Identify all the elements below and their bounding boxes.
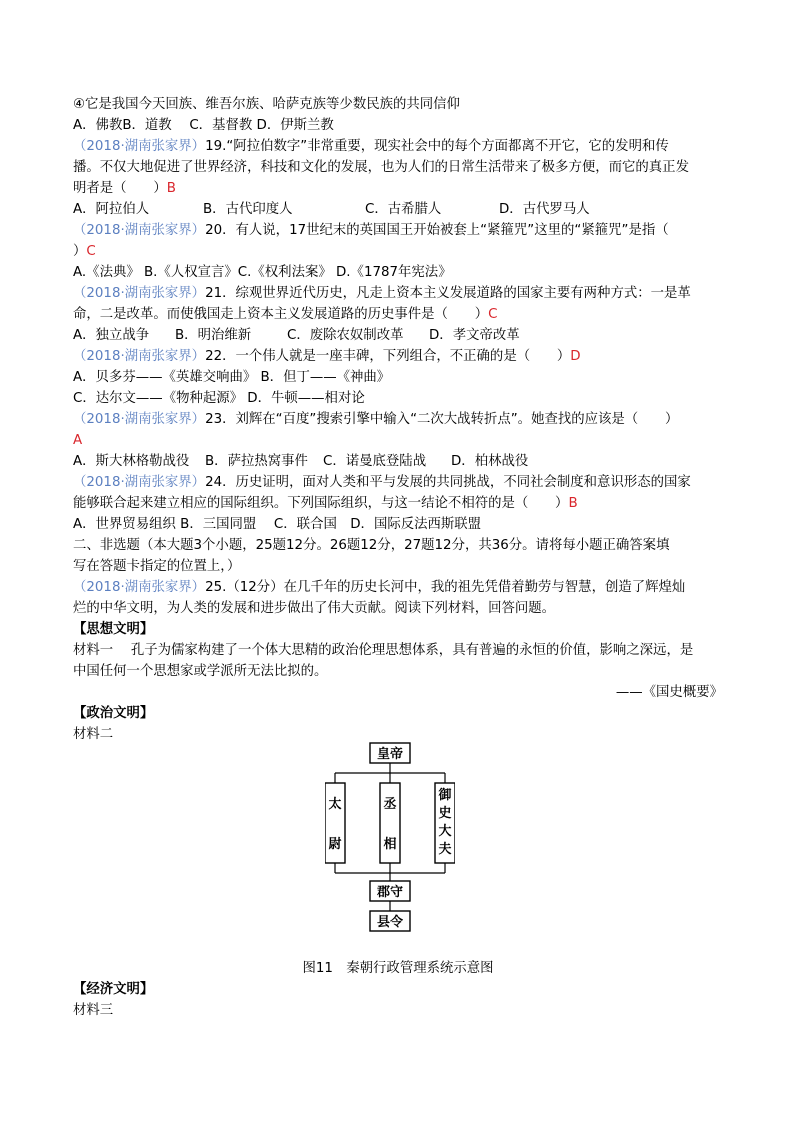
q19-option-d: D．古代罗马人 bbox=[499, 202, 590, 217]
q21-option-b: B．明治维新 bbox=[175, 328, 252, 343]
diagram-svg bbox=[325, 735, 455, 948]
q18-statement-4: ④它是我国今天回族、维吾尔族、哈萨克族等少数民族的共同信仰 bbox=[73, 97, 460, 112]
material-3-label: 材料三 bbox=[73, 1003, 114, 1018]
q20-text-1: 20．有人说，17世纪末的英国国王开始被套上“紧箍咒”这里的“紧箍咒”是指（ bbox=[205, 223, 669, 238]
q22-text-1: 22．一个伟人就是一座丰碑，下列组合，不正确的是（ ） bbox=[205, 349, 571, 364]
emperor-label: 皇帝 bbox=[376, 747, 404, 762]
q22-answer: D bbox=[570, 349, 581, 364]
q21-text-2: 命，二是改革。而使俄国走上资本主义发展道路的历史事件是（ ） bbox=[73, 307, 489, 322]
yushi-char-4: 夫 bbox=[438, 842, 452, 857]
q23-text-1: 23．刘辉在“百度”搜索引擎中输入“二次大战转折点”。她查找的应该是（ ） bbox=[205, 412, 679, 427]
economy-heading: 【经济文明】 bbox=[73, 982, 154, 997]
diagram-caption: 图11 秦朝行政管理系统示意图 bbox=[302, 961, 494, 976]
section2-line-1: 二、非选题（本大题3个小题，25题12分。26题12分，27题12分，共36分。请将每小题正确答案填 bbox=[73, 538, 670, 553]
q19-option-b: B．古代印度人 bbox=[203, 202, 293, 217]
q21-option-a: A．独立战争 bbox=[73, 328, 150, 343]
q18-options: A．佛教B．道教 C．基督教 D．伊斯兰教 bbox=[73, 118, 334, 133]
q21-option-d: D．孝文帝改革 bbox=[429, 328, 520, 343]
q19-answer: B bbox=[166, 181, 176, 196]
q23-source: （2018·湖南张家界） bbox=[73, 412, 206, 427]
q20-options: A.《法典》 B.《人权宣言》C.《权利法案》 D.《1787年宪法》 bbox=[73, 265, 452, 280]
qin-admin-diagram bbox=[73, 745, 723, 958]
q25-text-1: 25.（12分）在几千年的历史长河中，我的祖先凭借着勤劳与智慧，创造了辉煌灿 bbox=[205, 580, 686, 595]
q19-options bbox=[73, 199, 723, 220]
material-1-citation: ——《国史概要》 bbox=[615, 685, 723, 700]
q22-line-1 bbox=[73, 346, 723, 367]
q21-line-1 bbox=[73, 283, 723, 304]
q23-line-1 bbox=[73, 409, 723, 430]
q20-source: （2018·湖南张家界） bbox=[73, 223, 206, 238]
material-1-line-1: 材料一 孔子为儒家构建了一个体大思精的政治伦理思想体系，具有普遍的永恒的价值，影响之深远，是 bbox=[73, 643, 694, 658]
q20-line-2 bbox=[73, 241, 723, 262]
q21-source: （2018·湖南张家界） bbox=[73, 286, 206, 301]
material-2-label: 材料二 bbox=[73, 727, 114, 742]
junshou-label: 郡守 bbox=[376, 885, 404, 900]
q19-option-a: A．阿拉伯人 bbox=[73, 202, 150, 217]
q21-option-c: C．废除农奴制改革 bbox=[287, 328, 404, 343]
chengxiang-char-2: 相 bbox=[383, 837, 397, 852]
q19-text-1: 19.“阿拉伯数字”非常重要，现实社会中的每个方面都离不开它，它的发明和传 bbox=[205, 139, 669, 154]
q22-source: （2018·湖南张家界） bbox=[73, 349, 206, 364]
q24-text-1: 24．历史证明，面对人类和平与发展的共同挑战，不同社会制度和意识形态的国家 bbox=[205, 475, 691, 490]
q21-answer: C bbox=[488, 307, 498, 322]
q19-source: （2018·湖南张家界） bbox=[73, 139, 206, 154]
q25-line-1 bbox=[73, 577, 723, 598]
chengxiang-char-1: 丞 bbox=[383, 797, 397, 812]
yushi-char-2: 史 bbox=[438, 806, 452, 821]
section2-line-2: 写在答题卡指定的位置上，） bbox=[73, 559, 241, 574]
q21-text-1: 21．综观世界近代历史，凡走上资本主义发展道路的国家主要有两种方式：一是革 bbox=[205, 286, 691, 301]
exam-page bbox=[73, 94, 723, 1021]
q22-options-2: C．达尔文——《物种起源》 D．牛顿——相对论 bbox=[73, 391, 365, 406]
q21-options bbox=[73, 325, 723, 346]
q23-options bbox=[73, 451, 723, 472]
material-1-line-2: 中国任何一个思想家或学派所无法比拟的。 bbox=[73, 664, 328, 679]
q23-line-2 bbox=[73, 430, 723, 451]
q19-line-2: 播。不仅大地促进了世界经济，科技和文化的发展，也为人们的日常生活带来了极多方便，而它的真正发 bbox=[73, 160, 689, 175]
q23-option-a: A．斯大林格勒战役 bbox=[73, 454, 190, 469]
thought-heading: 【思想文明】 bbox=[73, 622, 154, 637]
q24-answer: B bbox=[568, 496, 578, 511]
q19-option-c: C．古希腊人 bbox=[365, 202, 442, 217]
q23-option-b: B．萨拉热窝事件 bbox=[205, 454, 308, 469]
q25-line-2: 烂的中华文明，为人类的发展和进步做出了伟大贡献。阅读下列材料，回答问题。 bbox=[73, 601, 556, 616]
q20-text-2: ） bbox=[73, 244, 87, 259]
q21-line-2 bbox=[73, 304, 723, 325]
q24-text-2: 能够联合起来建立相应的国际组织。下列国际组织，与这一结论不相符的是（ ） bbox=[73, 496, 569, 511]
q19-line-1 bbox=[73, 136, 723, 157]
q20-line-1 bbox=[73, 220, 723, 241]
q23-option-c: C．诺曼底登陆战 bbox=[323, 454, 427, 469]
q24-options: A．世界贸易组织 B．三国同盟 C．联合国 D．国际反法西斯联盟 bbox=[73, 517, 482, 532]
q22-options-1: A．贝多芬——《英雄交响曲》 B．但丁——《神曲》 bbox=[73, 370, 391, 385]
yushi-char-3: 大 bbox=[438, 824, 452, 839]
q19-line-3 bbox=[73, 178, 723, 199]
xianling-label: 县令 bbox=[376, 915, 404, 930]
q23-answer: A bbox=[73, 433, 83, 448]
q19-text-3: 明者是（ ） bbox=[73, 181, 167, 196]
yushi-char-1: 御 bbox=[438, 788, 452, 803]
taiwei-char-1: 太 bbox=[328, 797, 342, 812]
q20-answer: C bbox=[86, 244, 96, 259]
q23-option-d: D．柏林战役 bbox=[451, 454, 529, 469]
q24-line-1 bbox=[73, 472, 723, 493]
q25-source: （2018·湖南张家界） bbox=[73, 580, 206, 595]
politics-heading: 【政治文明】 bbox=[73, 706, 154, 721]
taiwei-char-2: 尉 bbox=[328, 837, 342, 852]
q24-line-2 bbox=[73, 493, 723, 514]
q24-source: （2018·湖南张家界） bbox=[73, 475, 206, 490]
